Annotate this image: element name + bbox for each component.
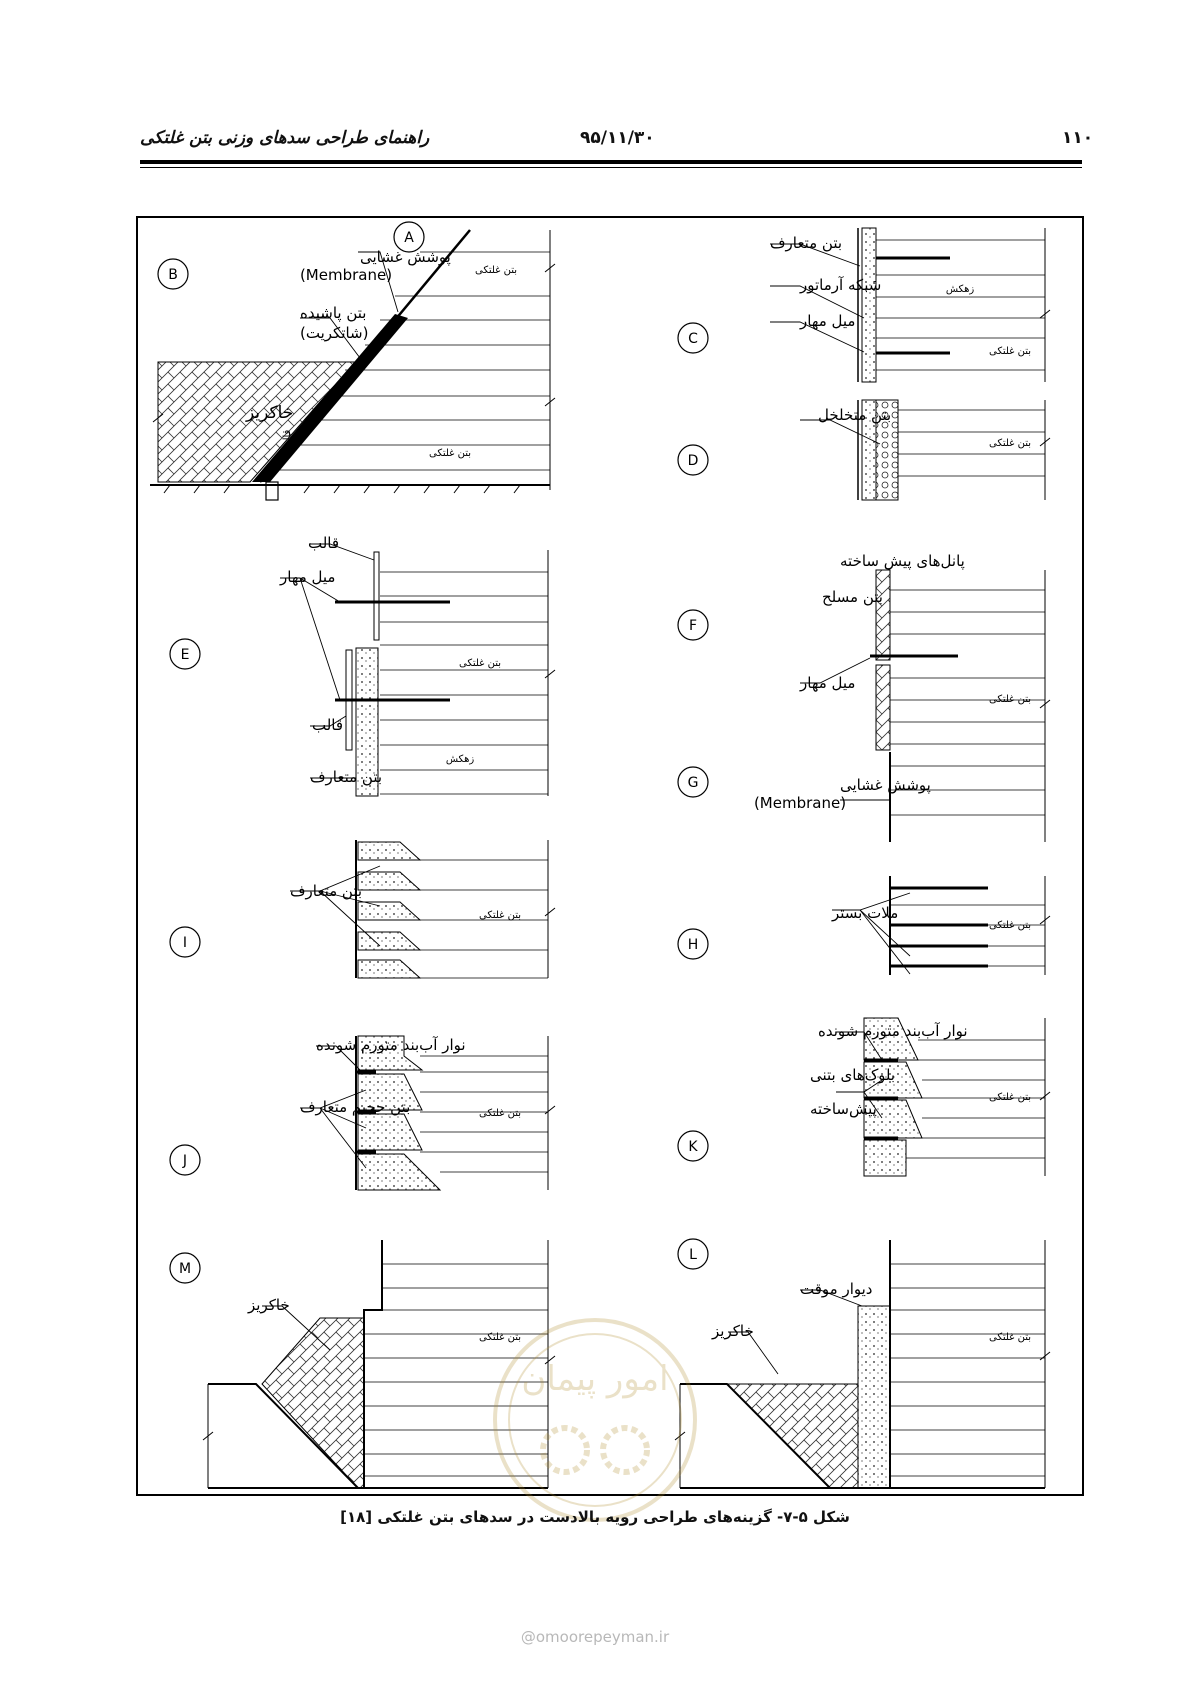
label-form-e: قالب: [312, 716, 344, 734]
header-title: راهنمای طراحی سدهای وزنی بتن غلتکی: [140, 128, 430, 148]
label-drain-e: زهکش: [445, 754, 475, 765]
label-conventional-i: بتن متعارف: [290, 882, 363, 900]
panel-i: [356, 840, 548, 978]
label-bedding-mortar: ملات بستر: [832, 904, 899, 922]
label-temporary-wall: دیوار موقت: [800, 1280, 873, 1298]
label-form-e-top: قالب: [308, 534, 340, 552]
panel-fg: [870, 570, 1045, 842]
label-conventional-e: بتن متعارف: [310, 768, 383, 786]
label-rcc-a2: بتن غلتکی: [428, 448, 472, 459]
figure-caption: شکل ۵-۷- گزینه‌های طراحی رویه بالادست در سدهای بتن غلتکی [۱۸]: [340, 1508, 850, 1526]
label-shotcrete: بتن پاشیده: [300, 304, 367, 322]
label-precast-blocks-2: پیش‌ساخته: [810, 1100, 877, 1118]
label-precast-panels: پانل‌های پیش ساخته: [840, 552, 965, 570]
panel-label-b: B: [168, 267, 178, 283]
panel-label-l: L: [689, 1247, 697, 1263]
panel-label-k: K: [688, 1139, 698, 1155]
watermark-seal: [485, 1300, 705, 1540]
label-membrane-en: (Membrane): [299, 266, 393, 284]
label-rebar-mesh: شبکه آرماتور: [800, 276, 882, 294]
panel-label-i: I: [182, 935, 188, 951]
label-rcc-l: بتن غلتکی: [988, 1332, 1032, 1343]
panel-label-h: H: [687, 937, 699, 953]
label-membrane-fa: پوشش غشایی: [360, 248, 451, 266]
panel-label-g: G: [687, 775, 699, 791]
label-waterstop-j: نوار آب‌بند متورم شونده: [316, 1036, 466, 1054]
label-rcc-c: بتن غلتکی: [988, 346, 1032, 357]
label-anchor-e: میل مهار: [280, 568, 336, 586]
label-drain-c: زهکش: [945, 284, 975, 295]
label-rcc-d: بتن غلتکی: [988, 438, 1032, 449]
label-mass-conventional: بتن حجیم متعارف: [300, 1098, 411, 1116]
panel-label-d: D: [687, 453, 699, 469]
header-page-number: ۱۱۰: [1062, 128, 1094, 148]
label-rcc-e: بتن غلتکی: [458, 658, 502, 669]
label-anchor-c: میل مهار: [800, 312, 856, 330]
label-rcc-k: بتن غلتکی: [988, 1092, 1032, 1103]
label-rcc-m: بتن غلتکی: [478, 1332, 522, 1343]
panel-label-e: E: [180, 647, 190, 663]
label-porous-concrete: بتن متخلخل: [818, 406, 892, 424]
label-waterstop-k: نوار آب‌بند متورم شونده: [818, 1022, 968, 1040]
label-form-small: قالب: [282, 429, 293, 451]
panel-label-c: C: [688, 331, 698, 347]
label-membrane-g-en: (Membrane): [753, 794, 847, 812]
label-backfill-m: خاکریز: [248, 1296, 290, 1314]
label-rcc-f: بتن غلتکی: [988, 694, 1032, 705]
label-anchor-f: میل مهار: [800, 674, 856, 692]
panel-label-m: M: [178, 1261, 192, 1277]
svg-text:امور پیمان: امور پیمان: [521, 1359, 669, 1399]
label-backfill-ab: خاکریز: [246, 403, 294, 423]
panel-l: [680, 1240, 1045, 1488]
label-shotcrete-paren: (شاتکریت): [300, 324, 369, 342]
label-rcc-h: بتن غلتکی: [988, 920, 1032, 931]
label-rcc-i: بتن غلتکی: [478, 910, 522, 921]
label-reinforced-concrete: بتن مسلح: [822, 588, 883, 606]
footer-url: @omoorepeyman.ir: [520, 1628, 670, 1646]
panel-c: [858, 228, 1045, 382]
panel-label-a: A: [404, 230, 414, 246]
label-membrane-g-fa: پوشش غشایی: [840, 776, 931, 794]
panel-e: [335, 550, 548, 796]
header-date: ۹۵/۱۱/۳۰: [580, 128, 655, 148]
label-rcc-j: بتن غلتکی: [478, 1108, 522, 1119]
label-precast-blocks-1: بلوک‌های بتنی: [810, 1066, 896, 1084]
panel-label-j: J: [182, 1153, 188, 1169]
label-backfill-l: خاکریز: [712, 1322, 754, 1340]
label-conventional-c: بتن متعارف: [770, 234, 843, 252]
panel-label-f: F: [688, 618, 698, 634]
label-rcc-a1: بتن غلتکی: [474, 265, 518, 276]
